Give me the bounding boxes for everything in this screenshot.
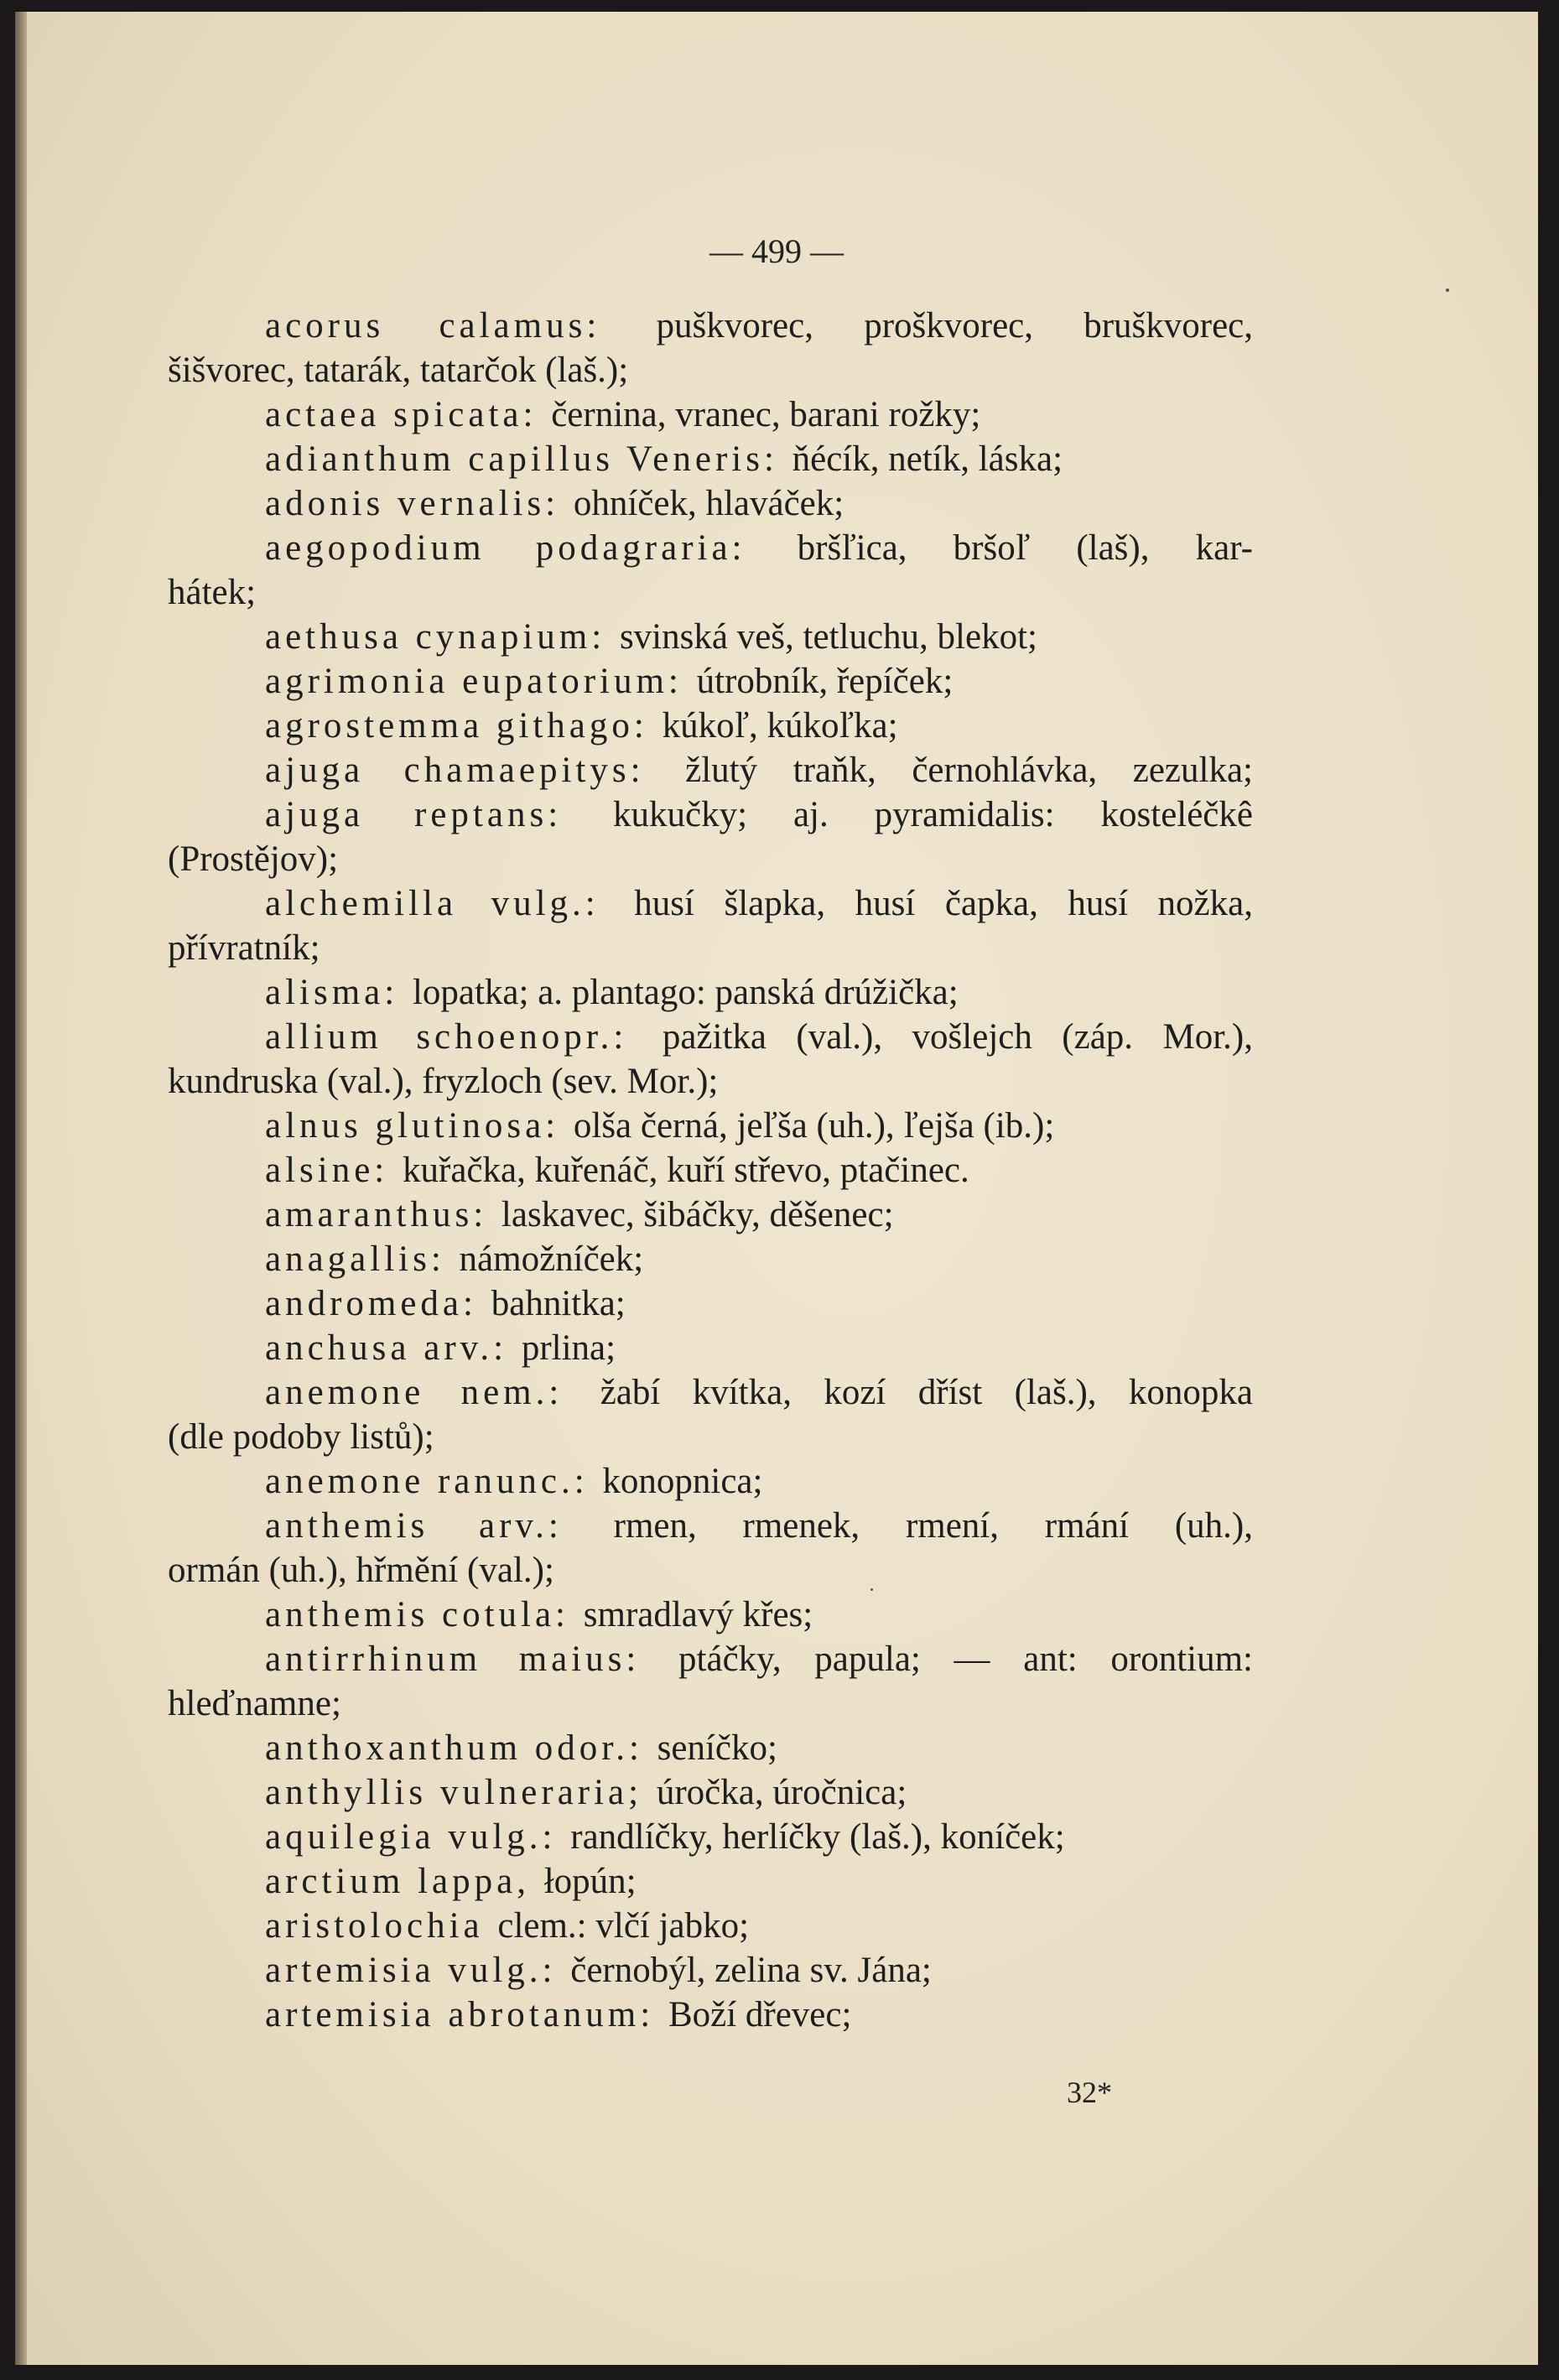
- text-line: adonis vernalis: ohníček, hlaváček;: [265, 484, 844, 523]
- text-line: arctium lappa, łopún;: [265, 1862, 637, 1901]
- text-line: alnus glutinosa: olša černá, jeľša (uh.), ľejša (ib.);: [265, 1106, 1055, 1146]
- text-line: aquilegia vulg.: randlíčky, herlíčky (laš.), koníček;: [265, 1817, 1065, 1857]
- text-line: přívratník;: [168, 928, 320, 968]
- text-line: anagallis: námožníček;: [265, 1239, 644, 1279]
- text-line: anemone ranunc.: konopnica;: [265, 1462, 763, 1501]
- paper-speck: [870, 1588, 873, 1591]
- text-line: antirrhinum maius: ptáčky, papula; — ant: orontium:: [265, 1639, 1253, 1679]
- page-number: — 499 —: [709, 232, 844, 270]
- text-line: actaea spicata: černina, vranec, barani rožky;: [265, 395, 981, 434]
- text-line: alisma: lopatka; a. plantago: panská drúžička;: [265, 973, 959, 1012]
- text-line: anthemis cotula: smradlavý křes;: [265, 1595, 813, 1634]
- text-line: anemone nem.: žabí kvítka, kozí dříst (laš.), konopka: [265, 1373, 1253, 1412]
- text-line: agrostemma githago: kúkoľ, kúkoľka;: [265, 706, 898, 746]
- text-line: allium schoenopr.: pažitka (val.), vošlejch (záp. Mor.),: [265, 1017, 1253, 1057]
- text-line: adianthum capillus Veneris: ňécík, netík, láska;: [265, 439, 1063, 479]
- text-line: anthemis arv.: rmen, rmenek, rmení, rmání (uh.),: [265, 1506, 1253, 1546]
- text-line: andromeda: bahnitka;: [265, 1284, 626, 1323]
- text-line: šišvorec, tatarák, tatarčok (laš.);: [168, 351, 629, 390]
- text-line: aegopodium podagraria: bršľica, bršoľ (laš), kar-: [265, 528, 1253, 568]
- text-line: aethusa cynapium: svinská veš, tetluchu, blekot;: [265, 617, 1037, 657]
- text-line: anchusa arv.: prlina;: [265, 1328, 616, 1368]
- text-line: hleďnamne;: [168, 1684, 341, 1723]
- text-line: anthoxanthum odor.: seníčko;: [265, 1728, 777, 1768]
- text-line: (dle podoby listů);: [168, 1417, 434, 1457]
- text-line: artemisia abrotanum: Boží dřevec;: [265, 1995, 852, 2034]
- text-line: artemisia vulg.: černobýl, zelina sv. Jána;: [265, 1951, 932, 1990]
- printer-signature-mark: 32*: [1067, 2076, 1112, 2109]
- text-line: aristolochia clem.: vlčí jabko;: [265, 1906, 750, 1946]
- text-line: ajuga reptans: kukučky; aj. pyramidalis: kosteléčkê: [265, 795, 1253, 834]
- book-page: [15, 12, 1538, 2365]
- text-line: alsine: kuřačka, kuřenáč, kuří střevo, ptačinec.: [265, 1151, 969, 1190]
- text-line: ajuga chamaepitys: žlutý traňk, černohlávka, zezulka;: [265, 751, 1253, 790]
- text-line: hátek;: [168, 573, 257, 612]
- text-line: ormán (uh.), hřmění (val.);: [168, 1551, 554, 1590]
- page-spine-shadow: [15, 12, 27, 2365]
- text-line: agrimonia eupatorium: útrobník, řepíček;: [265, 662, 954, 701]
- text-line: (Prostějov);: [168, 839, 339, 879]
- text-line: anthyllis vulneraria; úročka, úročnica;: [265, 1773, 907, 1812]
- text-line: acorus calamus: puškvorec, proškvorec, bruškvorec,: [265, 306, 1253, 346]
- text-line: kundruska (val.), fryzloch (sev. Mor.);: [168, 1062, 719, 1101]
- text-line: alchemilla vulg.: husí šlapka, husí čapka, husí nožka,: [265, 884, 1253, 923]
- text-line: amaranthus: laskavec, šibáčky, děšenec;: [265, 1195, 894, 1234]
- paper-speck: [1446, 288, 1449, 292]
